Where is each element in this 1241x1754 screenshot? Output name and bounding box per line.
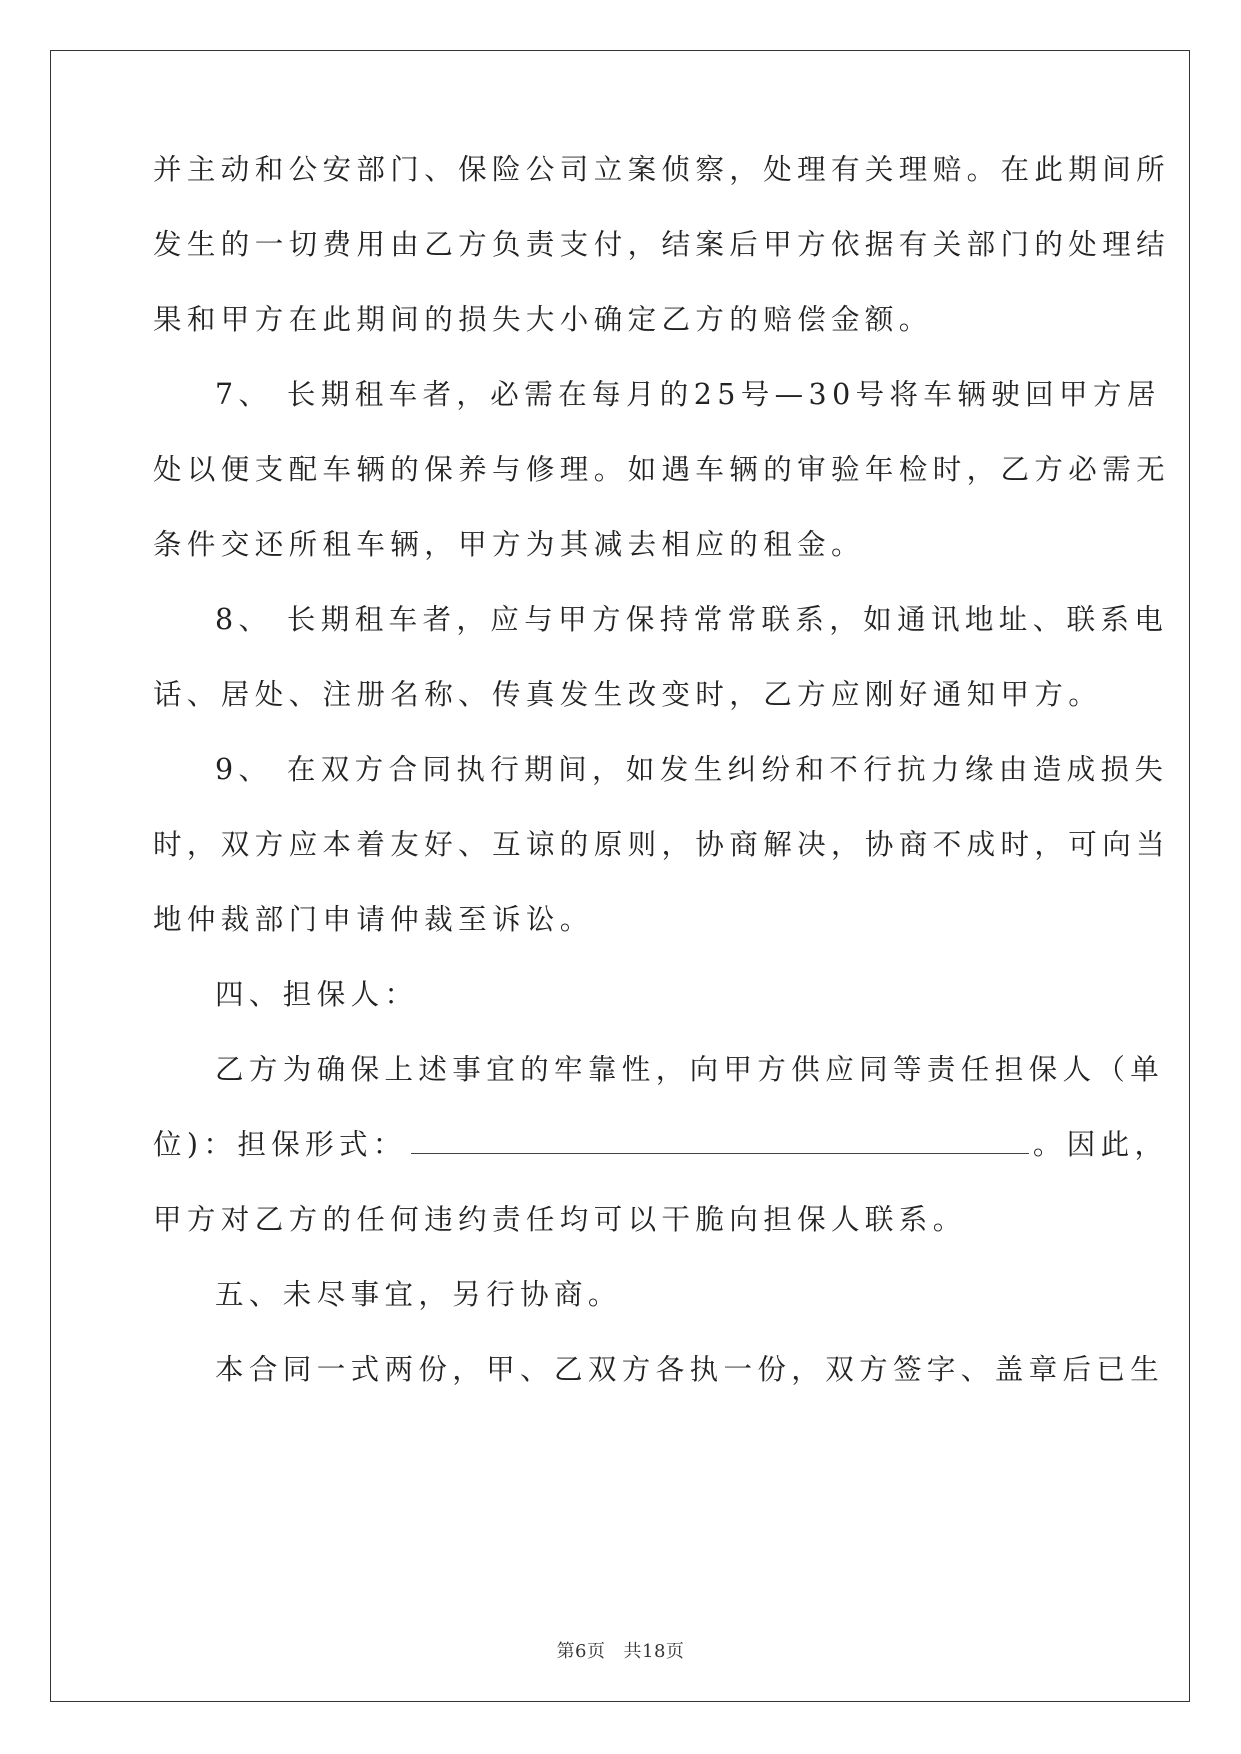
page-footer [0,1640,1241,1664]
clause-7-line: 7、 长期租车者，必需在每月的25号—30号将车辆驶回甲方居 [215,378,1161,411]
page-border [50,50,1190,1702]
guarantee-form-suffix: 。因此， [1032,1128,1169,1161]
section-heading-other-matters: 五、未尽事宜，另行协商。 [215,1278,622,1311]
page-number: 第6页 [556,1641,606,1662]
guarantee-form-line [153,1125,1169,1165]
guarantee-form-blank[interactable] [411,1129,1029,1154]
text-line: 甲方对乙方的任何违约责任均可以干脆向担保人联系。 [153,1203,967,1236]
clause-8-line: 8、 长期租车者，应与甲方保持常常联系，如通讯地址、联系电 [215,603,1169,636]
guarantee-form-label: 位)：担保形式： [153,1128,407,1161]
text-line: 本合同一式两份，甲、乙双方各执一份，双方签字、盖章后已生 [215,1353,1165,1386]
text-line: 发生的一切费用由乙方负责支付，结案后甲方依据有关部门的处理结 [153,228,1171,261]
text-line: 地仲裁部门申请仲裁至诉讼。 [153,903,594,936]
text-line: 乙方为确保上述事宜的牢靠性，向甲方供应同等责任担保人（单 [215,1053,1165,1086]
clause-9-line: 9、 在双方合同执行期间，如发生纠纷和不行抗力缘由造成损失 [215,753,1169,786]
section-heading-guarantor: 四、担保人： [215,978,419,1011]
text-line: 条件交还所租车辆，甲方为其减去相应的租金。 [153,528,865,561]
text-line: 时，双方应本着友好、互谅的原则，协商解决，协商不成时，可向当 [153,828,1171,861]
text-line: 话、居处、注册名称、传真发生改变时，乙方应刚好通知甲方。 [153,678,1103,711]
text-line: 并主动和公安部门、保险公司立案侦察，处理有关理赔。在此期间所 [153,153,1171,186]
text-line: 处以便支配车辆的保养与修理。如遇车辆的审验年检时，乙方必需无 [153,453,1171,486]
page-total: 共18页 [623,1641,685,1662]
text-line: 果和甲方在此期间的损失大小确定乙方的赔偿金额。 [153,303,933,336]
